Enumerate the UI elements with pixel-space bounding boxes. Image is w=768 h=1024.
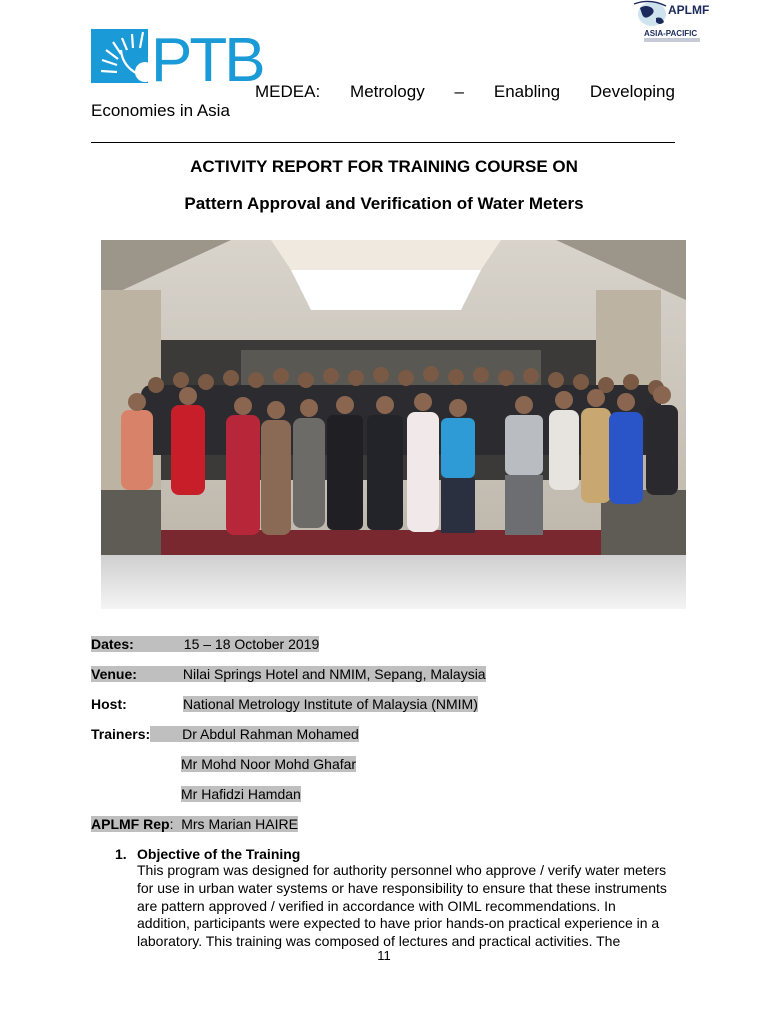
project-title-line-1	[255, 82, 675, 102]
host-label: Host:	[91, 696, 127, 712]
project-title-line-2: Economies in Asia	[91, 101, 230, 120]
project-word: MEDEA:	[255, 82, 321, 101]
body-line: for use in urban water systems or have responsibility to ensure that these instruments	[137, 879, 667, 896]
section-number: 1.	[115, 846, 127, 862]
aplmf-rep-row	[91, 816, 298, 832]
project-word: Developing	[589, 82, 675, 101]
highlight-fill	[137, 666, 183, 682]
body-line: addition, participants were expected to have prior hands-on practical experience in a	[137, 915, 660, 932]
host-value: National Metrology Institute of Malaysia (NMIM)	[183, 696, 478, 712]
trainers-row	[91, 726, 359, 742]
header-divider	[91, 142, 675, 143]
trainer-name: Mr Hafidzi Hamdan	[181, 786, 301, 802]
page-number: 11	[377, 948, 391, 963]
report-title: ACTIVITY REPORT FOR TRAINING COURSE ON	[190, 157, 578, 176]
trainers-label: Trainers:	[91, 726, 151, 742]
report-subtitle: Pattern Approval and Verification of Water Meters	[184, 194, 584, 213]
objective-body	[137, 862, 682, 951]
body-line: This program was designed for authority personnel who approve / verify water meters	[137, 862, 667, 878]
project-word: Metrology	[350, 82, 425, 101]
group-photo	[101, 240, 686, 609]
venue-row	[91, 666, 486, 682]
project-word: –	[454, 82, 465, 101]
dates-row	[91, 636, 319, 652]
section-heading: Objective of the Training	[137, 846, 301, 862]
highlight-fill	[134, 636, 184, 652]
svg-text:APLMF: APLMF	[668, 3, 710, 17]
body-line: are pattern approved / verified in accordance with OIML recommendations. In	[137, 897, 616, 914]
host-row	[91, 696, 127, 712]
dates-label: Dates:	[91, 636, 134, 652]
venue-value: Nilai Springs Hotel and NMIM, Sepang, Malaysia	[182, 666, 486, 682]
aplmf-rep-label: APLMF Rep	[91, 816, 170, 832]
ptb-logo	[91, 26, 263, 95]
svg-text:ASIA-PACIFIC: ASIA-PACIFIC	[644, 29, 698, 38]
ptb-logo-text: PTB	[151, 26, 263, 95]
trainer-row-2	[181, 756, 356, 772]
dates-value: 15 – 18 October 2019	[183, 636, 320, 652]
aplmf-rep-colon: :	[169, 816, 174, 832]
highlight-fill	[150, 726, 182, 742]
aplmf-logo	[630, 0, 714, 46]
objective-heading-row	[115, 846, 685, 862]
project-word: Enabling	[493, 82, 561, 101]
trainer-name: Dr Abdul Rahman Mohamed	[182, 726, 359, 742]
body-line: laboratory. This training was composed of lectures and practical activities. The	[137, 933, 621, 950]
trainer-row-3	[181, 786, 301, 802]
venue-label: Venue:	[91, 666, 137, 682]
aplmf-rep-value: Mrs Marian HAIRE	[181, 816, 298, 832]
trainer-name: Mr Mohd Noor Mohd Ghafar	[181, 756, 357, 772]
host-value-wrap	[183, 696, 478, 712]
